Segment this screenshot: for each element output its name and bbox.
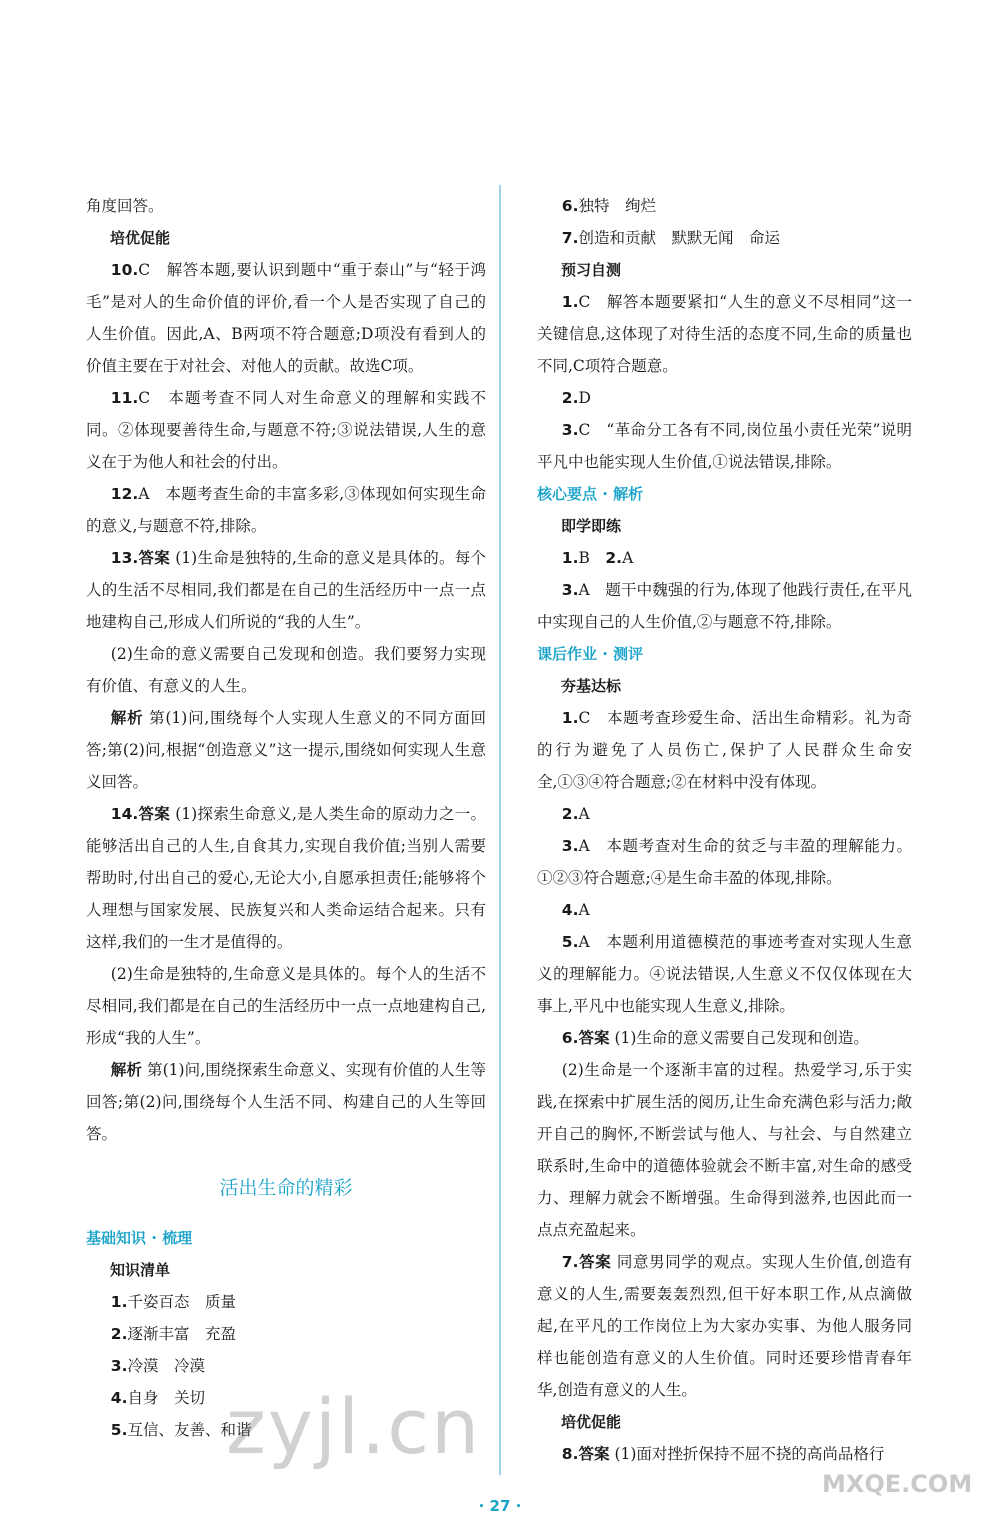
answer-10: 10.C 解答本题,要认识到题中“重于泰山”与“轻于鸿毛”是对人的生命价值的评价,看一个人是否实现了自己的人生价值。因此,A、B两项不符合题意;D项没有看到人的价值主要在于对社会、对他人的贡献。故选C项。	[86, 261, 486, 375]
list-item: 6.独特 绚烂	[561, 197, 656, 215]
answer-j3: 3.A 题干中魏强的行为,体现了他践行责任,在平凡中实现自己的人生价值,②与题意不符,排除。	[537, 581, 912, 631]
subsection-label: 夯基达标	[561, 677, 622, 695]
page-number: · 27 ·	[478, 1497, 522, 1515]
topic-title: 活出生命的精彩	[219, 1177, 353, 1199]
section-heading: 基础知识 · 梳理	[86, 1229, 193, 1247]
answer-y2: 2.D	[561, 389, 591, 407]
paragraph: 角度回答。	[86, 197, 164, 215]
answer-12: 12.A 本题考查生命的丰富多彩,③体现如何实现生命的意义,与题意不符,排除。	[86, 485, 486, 535]
analysis-14: 解析 第(1)问,围绕探索生命意义、实现有价值的人生等回答;第(2)问,围绕每个人生活不同、构建自己的人生等回答。	[86, 1060, 486, 1143]
right-column	[537, 190, 912, 1470]
subsection-label: 培优促能	[561, 1413, 622, 1431]
answer-k6-part2: (2)生命是一个逐渐丰富的过程。热爱学习,乐于实践,在探索中扩展生活的阅历,让生命充满色彩与活力;敞开自己的胸怀,不断尝试与他人、与社会、与自然建立联系时,生命中的道德体验就会不断丰富,对生命的感受力、理解力就会不断增强。生命得到滋养,也因此而一点点充盈起来。	[537, 1061, 912, 1239]
list-item: 5.互信、友善、和谐	[110, 1421, 252, 1439]
list-item: 3.冷漠 冷漠	[110, 1357, 205, 1375]
analysis-13: 解析 第(1)问,围绕每个人实现人生意义的不同方面回答;第(2)问,根据“创造意义”这一提示,围绕如何实现人生意义回答。	[86, 708, 486, 791]
section-heading: 课后作业 · 测评	[537, 645, 644, 663]
subsection-label: 培优促能	[110, 229, 171, 247]
answer-14: 14.答案 (1)探索生命意义,是人类生命的原动力之一。能够活出自己的人生,自食其力,实现自我价值;当别人需要帮助时,付出自己的爱心,无论大小,自愿承担责任;能够将个人理想与国家发展、民族复兴和人类命运结合起来。只有这样,我们的一生才是值得的。	[86, 804, 486, 951]
answer-k5: 5.A 本题利用道德模范的事迹考查对实现人生意义的理解能力。④说法错误,人生意义不仅仅体现在大事上,平凡中也能实现人生意义,排除。	[537, 933, 912, 1015]
answer-k8: 8.答案 (1)面对挫折保持不屈不挠的高尚品格行	[561, 1444, 885, 1463]
answer-y3: 3.C “革命分工各有不同,岗位虽小责任光荣”说明平凡中也能实现人生价值,①说法错误,排除。	[537, 421, 912, 471]
answer-y1: 1.C 解答本题要紧扣“人生的意义不尽相同”这一关键信息,这体现了对待生活的态度不同,生命的质量也不同,C项符合题意。	[537, 293, 912, 375]
answer-k7: 7.答案 同意男同学的观点。实现人生价值,创造有意义的人生,需要轰轰烈烈,但干好本职工作,从点滴做起,在平凡的工作岗位上为大家办实事、为他人服务同样也能创造有意义的人生价值。同时还要珍惜青春年华,创造有意义的人生。	[537, 1252, 912, 1399]
column-divider	[499, 185, 501, 1475]
left-column	[86, 190, 486, 1446]
section-heading: 核心要点 · 解析	[537, 485, 644, 503]
answer-k4: 4.A	[561, 901, 590, 919]
answer-13-part2: (2)生命的意义需要自己发现和创造。我们要努力实现有价值、有意义的人生。	[86, 645, 486, 695]
answer-k1: 1.C 本题考查珍爱生命、活出生命精彩。礼为奇的行为避免了人员伤亡,保护了人民群众生命安全,①③④符合题意;②在材料中没有体现。	[537, 709, 912, 791]
subsection-label: 预习自测	[561, 261, 622, 279]
answer-13: 13.答案 (1)生命是独特的,生命的意义是具体的。每个人的生活不尽相同,我们都是在自己的生活经历中一点一点地建构自己,形成人们所说的“我的人生”。	[86, 548, 486, 631]
list-item: 4.自身 关切	[110, 1389, 205, 1407]
answer-k3: 3.A 本题考查对生命的贫乏与丰盈的理解能力。①②③符合题意;④是生命丰盈的体现,排除。	[537, 837, 912, 887]
list-item: 2.逐渐丰富 充盈	[110, 1325, 236, 1343]
subsection-label: 知识清单	[110, 1261, 171, 1279]
answer-k2: 2.A	[561, 805, 590, 823]
list-item: 1.千姿百态 质量	[110, 1293, 236, 1311]
answer-j12: 1.B 2.A	[561, 549, 634, 567]
answer-k6: 6.答案 (1)生命的意义需要自己发现和创造。	[561, 1028, 869, 1047]
answer-11: 11.C 本题考查不同人对生命意义的理解和实践不同。②体现要善待生命,与题意不符;③说法错误,人生的意义在于为他人和社会的付出。	[86, 389, 486, 471]
answer-14-part2: (2)生命是独特的,生命意义是具体的。每个人的生活不尽相同,我们都是在自己的生活经历中一点一点地建构自己,形成“我的人生”。	[86, 965, 486, 1047]
watermark: zyjl.cn	[226, 1382, 482, 1471]
corner-watermark: MXQE.COM	[822, 1470, 973, 1498]
list-item: 7.创造和贡献 默默无闻 命运	[561, 229, 780, 247]
subsection-label: 即学即练	[561, 517, 622, 535]
